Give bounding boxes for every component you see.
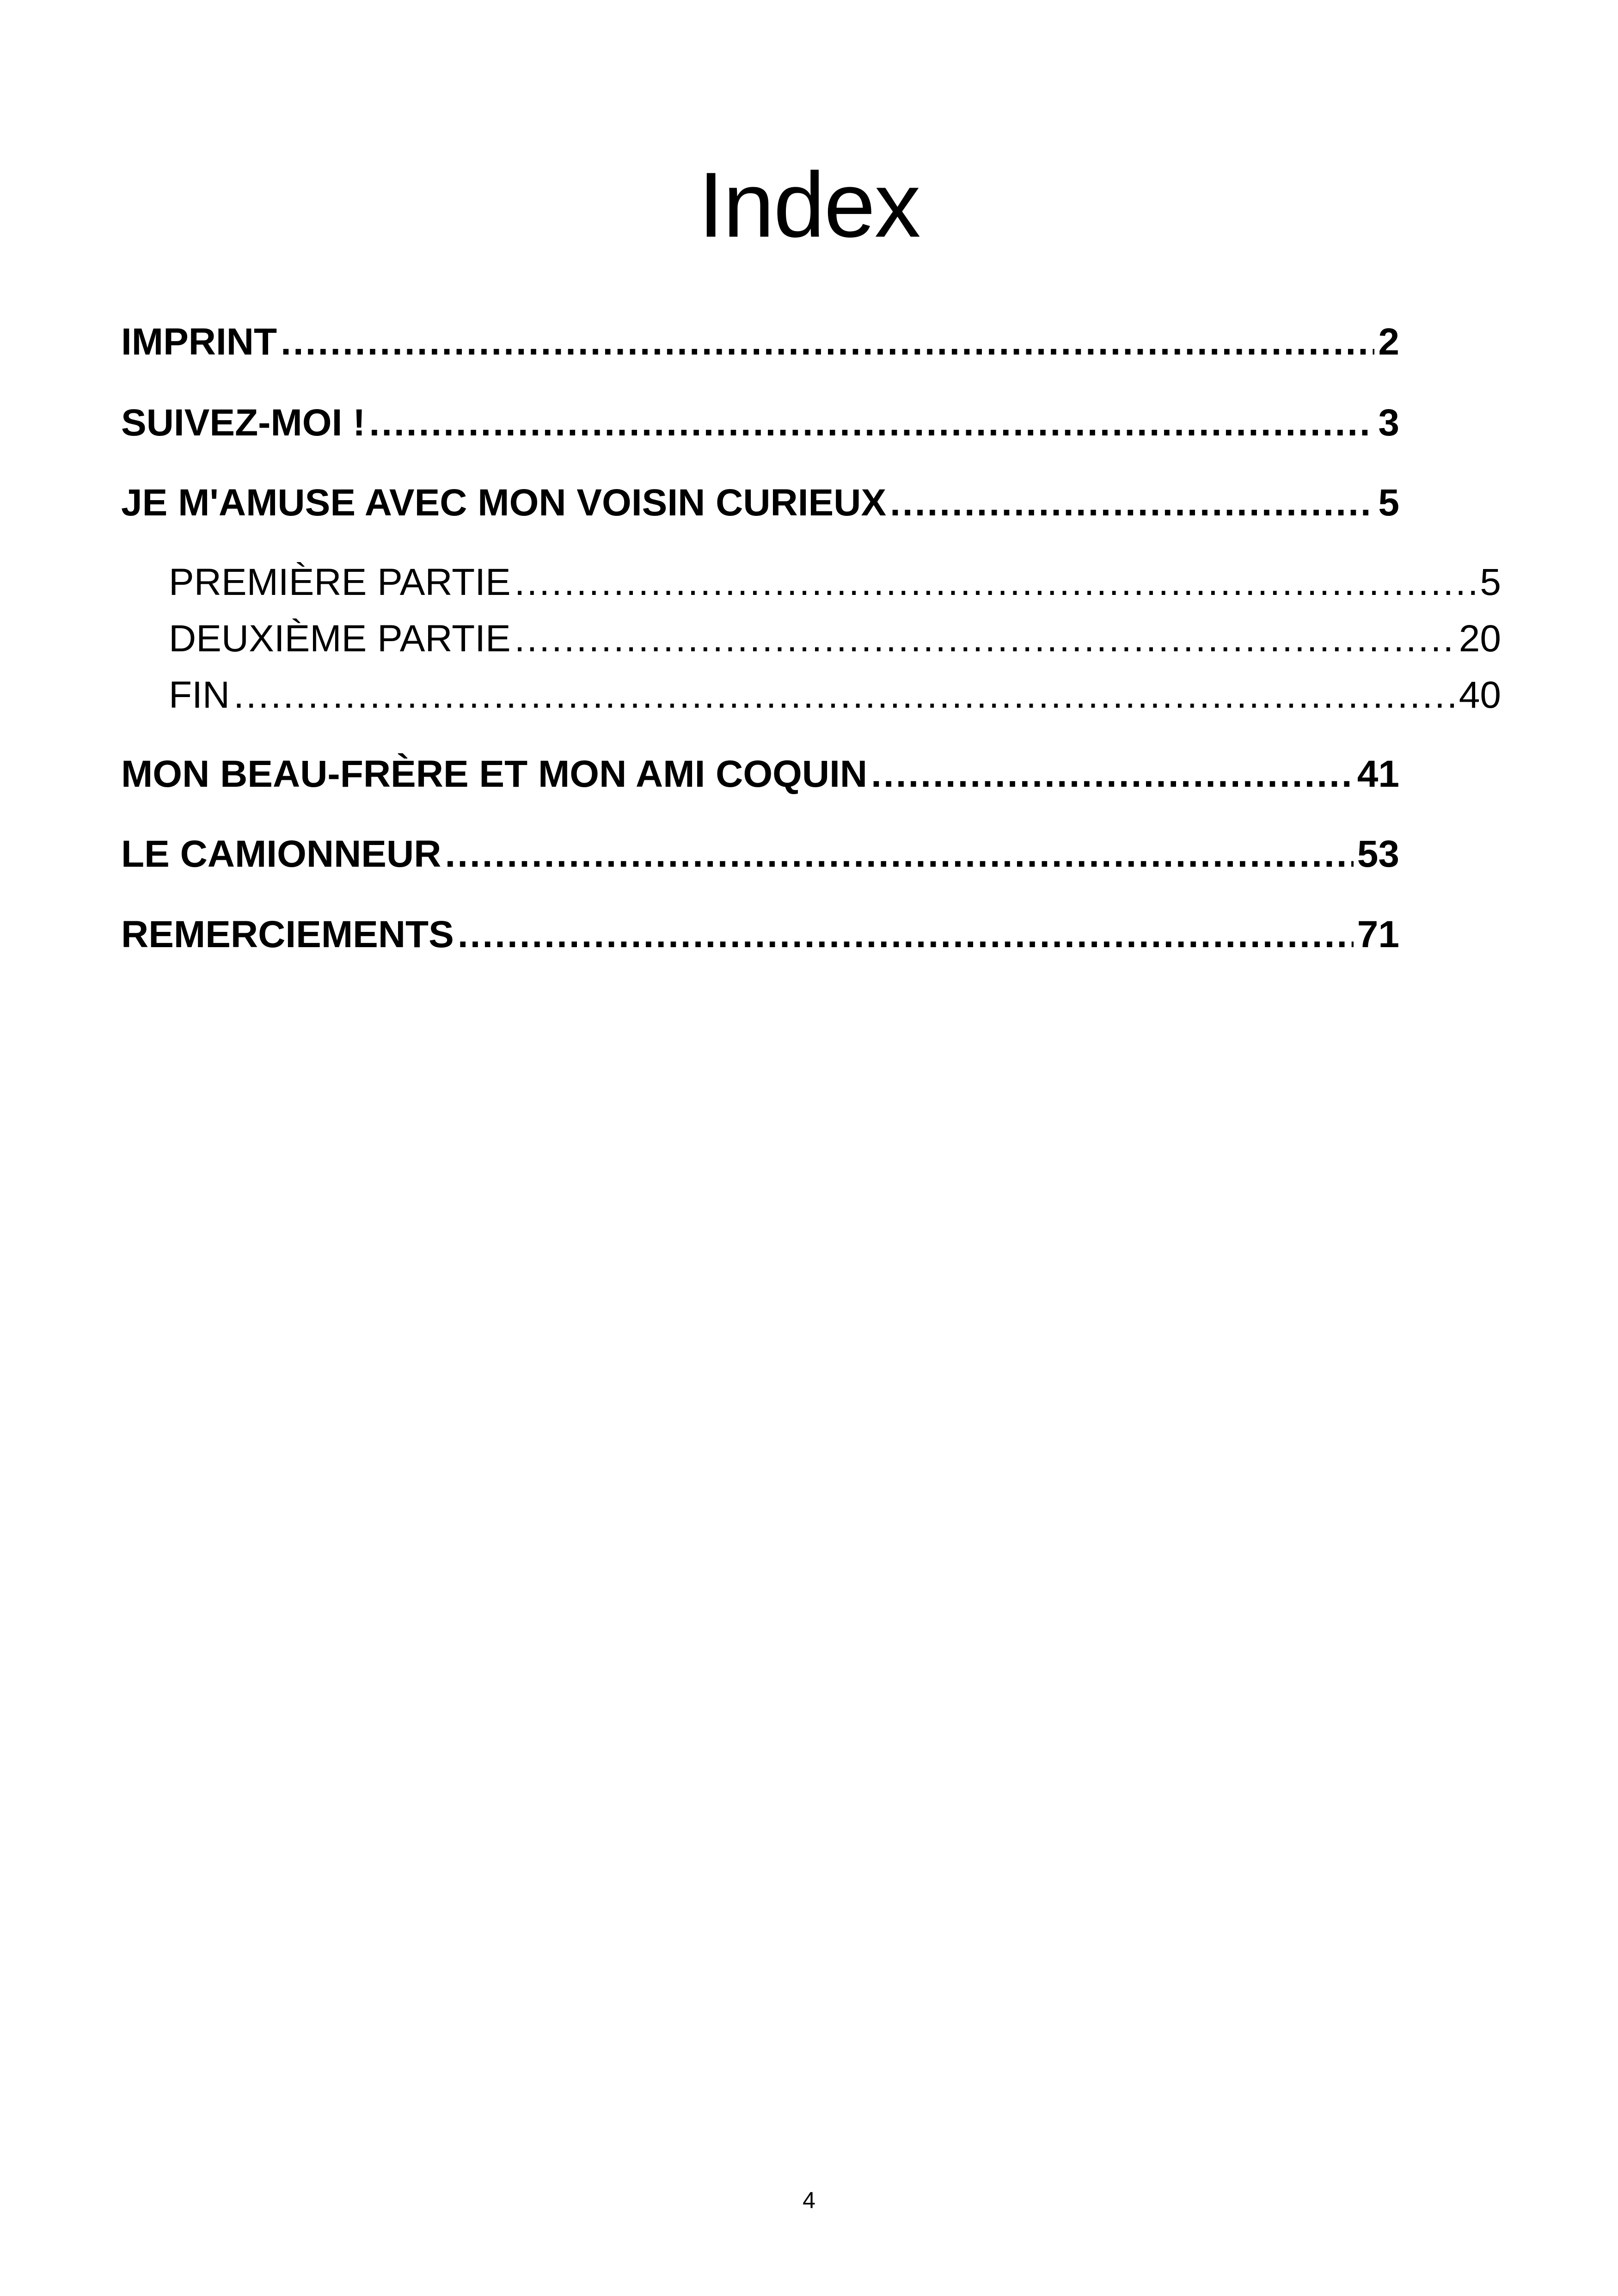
toc-entry-page: 41 [1357,753,1399,795]
toc-entry-label: IMPRINT [121,321,277,363]
page-title: Index [698,153,920,257]
toc-entry-imprint[interactable] [121,314,1399,370]
page-number: 4 [803,2187,815,2213]
dot-leader [445,827,1353,882]
toc-subentry-deuxieme-partie[interactable] [169,611,1501,667]
dot-leader [890,475,1374,531]
dot-leader [515,611,1455,667]
dot-leader [281,314,1374,370]
toc-entry-label: PREMIÈRE PARTIE [169,561,511,603]
dot-leader [369,395,1374,451]
toc-entry-page: 3 [1378,402,1399,444]
toc-entry-page: 40 [1459,674,1501,716]
toc-entry-remerciements[interactable] [121,907,1399,962]
toc-entry-page: 5 [1480,561,1501,603]
toc-entry-label: REMERCIEMENTS [121,913,454,955]
toc-entry-page: 71 [1357,913,1399,955]
toc-entry-label: DEUXIÈME PARTIE [169,618,511,660]
toc-entry-label: MON BEAU-FRÈRE ET MON AMI COQUIN [121,753,868,795]
toc-entry-page: 53 [1357,833,1399,875]
toc-entry-page: 2 [1378,321,1399,363]
toc-subentry-premiere-partie[interactable] [169,555,1501,610]
dot-leader [515,555,1477,610]
toc-entry-suivez-moi[interactable] [121,395,1399,451]
toc-entry-label: LE CAMIONNEUR [121,833,441,875]
toc-entry-page: 20 [1459,618,1501,660]
toc-entry-label: JE M'AMUSE AVEC MON VOISIN CURIEUX [121,482,887,524]
toc-subentry-fin[interactable] [169,667,1501,723]
toc-entry-je-mamuse[interactable] [121,475,1399,531]
toc-entry-le-camionneur[interactable] [121,827,1399,882]
toc-entry-page: 5 [1378,482,1399,524]
toc-entry-label: SUIVEZ-MOI ! [121,402,366,444]
dot-leader [233,667,1455,723]
dot-leader [458,907,1354,962]
toc-entry-label: FIN [169,674,230,716]
dot-leader [871,747,1354,802]
toc-entry-mon-beau-frere[interactable] [121,747,1399,802]
